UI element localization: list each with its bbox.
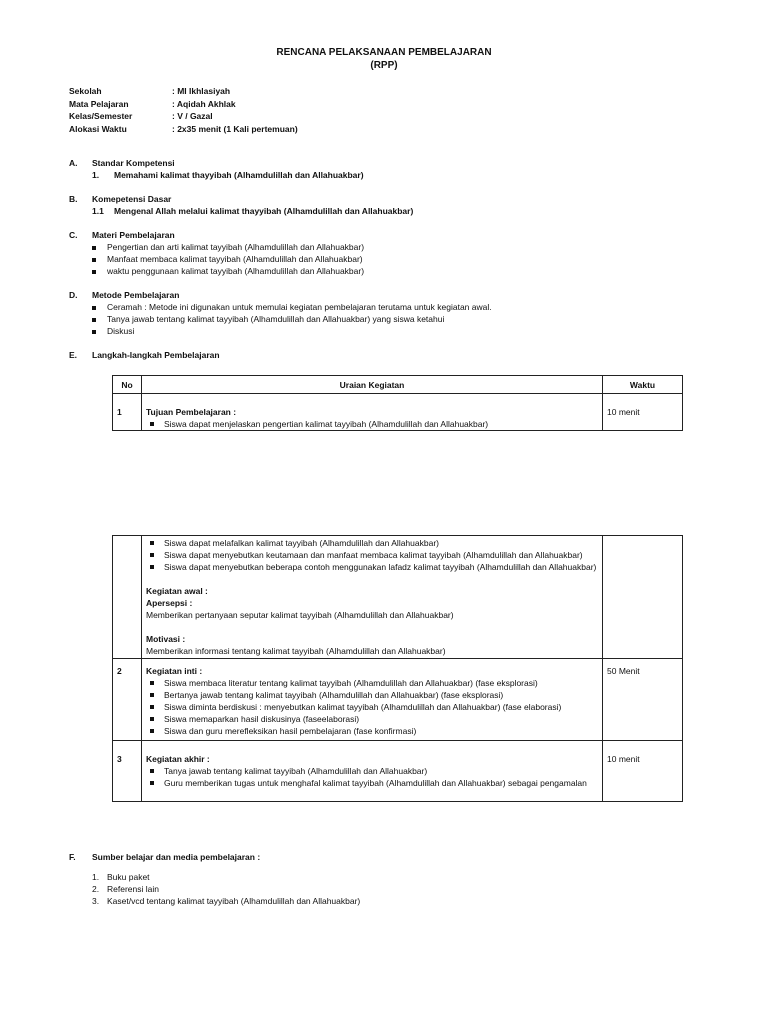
table-row (113, 659, 683, 741)
section-title: Komepetensi Dasar (92, 194, 172, 204)
list-item-text: Kaset/vcd tentang kalimat tayyibah (Alhamdulillah dan Allahuakbar) (107, 896, 361, 906)
row-activity (142, 741, 603, 802)
row-activity (142, 659, 603, 741)
row-time (603, 536, 683, 659)
list-item-text: Tanya jawab tentang kalimat tayyibah (Alhamdulillah dan Allahuakbar) yang siswa ketahui (107, 314, 445, 324)
spacer (146, 621, 598, 633)
apersepsi-text: Memberikan pertanyaan seputar kalimat tayyibah (Alhamdulillah dan Allahuakbar) (146, 610, 454, 620)
row-time: 10 menit (603, 394, 683, 431)
list-item-text: Ceramah : Metode ini digunakan untuk memulai kegiatan pembelajaran terutama untuk kegiatan awal. (107, 302, 492, 312)
info-label: Sekolah (69, 86, 102, 96)
bullet-icon (92, 246, 96, 250)
section-letter: C. (69, 230, 78, 240)
item-number: 2. (92, 884, 100, 894)
activity-item: Siswa membaca literatur tentang kalimat tayyibah (Alhamdulillah dan Allahuakbar) (fase eksplorasi) (146, 677, 598, 689)
section-title: Langkah-langkah Pembelajaran (92, 350, 220, 360)
row-activity (142, 536, 603, 659)
activity-item: Bertanya jawab tentang kalimat tayyibah (Alhamdulillah dan Allahuakbar) (fase eksplorasi) (146, 689, 598, 701)
info-label: Alokasi Waktu (69, 123, 127, 134)
activity-item: Tanya jawab tentang kalimat tayyibah (Alhamdulillah dan Allahuakbar) (146, 765, 598, 777)
row-number (113, 536, 142, 659)
section-letter: B. (69, 194, 78, 204)
apersepsi-label: Apersepsi : (146, 598, 193, 608)
activity-item: Siswa dapat menyebutkan beberapa contoh menggunakan lafadz kalimat tayyibah (Alhamdulillah dan Allahuakbar) (146, 561, 598, 573)
kegiatan-akhir-label: Kegiatan akhir : (146, 754, 210, 764)
header-no: No (113, 376, 142, 394)
info-label: Mata Pelajaran (69, 98, 129, 109)
kegiatan-inti-label: Kegiatan inti : (146, 666, 203, 676)
row-activity (142, 394, 603, 431)
kegiatan-awal-label: Kegiatan awal : (146, 586, 208, 596)
info-value: : MI Ikhlasiyah (172, 86, 231, 96)
motivasi-label: Motivasi : (146, 634, 186, 644)
header-uraian: Uraian Kegiatan (142, 376, 603, 394)
activity-label: Tujuan Pembelajaran : (146, 407, 237, 417)
section-title: Metode Pembelajaran (92, 290, 180, 300)
activity-table-part2 (112, 535, 683, 802)
row-number: 2 (113, 659, 142, 741)
section-title: Materi Pembelajaran (92, 230, 175, 240)
spacer (146, 573, 598, 585)
section-letter: A. (69, 158, 78, 168)
row-time: 10 menit (603, 741, 683, 802)
activity-table-part1 (112, 375, 683, 431)
item-text: Mengenal Allah melalui kalimat thayyibah (Alhamdulillah dan Allahuakbar) (114, 206, 414, 216)
info-value: : Aqidah Akhlak (172, 98, 236, 109)
bullet-icon (92, 306, 96, 310)
activity-item: Siswa memaparkan hasil diskusinya (faseelaborasi) (146, 713, 598, 725)
table-row (113, 536, 683, 659)
info-label: Kelas/Semester (69, 111, 133, 121)
section-letter: E. (69, 350, 78, 360)
list-item-text: Pengertian dan arti kalimat tayyibah (Alhamdulillah dan Allahuakbar) (107, 242, 365, 252)
item-number: 3. (92, 896, 100, 906)
list-item-text: Referensi lain (107, 884, 159, 894)
table-header-row (113, 376, 683, 394)
row-number: 3 (113, 741, 142, 802)
section-title: Standar Kompetensi (92, 158, 175, 168)
list-item-text: Diskusi (107, 326, 135, 336)
section-title: Sumber belajar dan media pembelajaran : (92, 852, 261, 862)
table-row (113, 394, 683, 431)
document-title: RENCANA PELAKSANAAN PEMBELAJARAN (276, 47, 492, 58)
activity-item: Siswa dapat melafalkan kalimat tayyibah (Alhamdulillah dan Allahuakbar) (146, 537, 598, 549)
list-item-text: waktu penggunaan kalimat tayyibah (Alhamdulillah dan Allahuakbar) (107, 266, 365, 276)
activity-item: Siswa dapat menjelaskan pengertian kalimat tayyibah (Alhamdulillah dan Allahuakbar) (146, 418, 598, 430)
section-letter: F. (69, 852, 76, 862)
activity-item: Siswa dapat menyebutkan keutamaan dan manfaat membaca kalimat tayyibah (Alhamdulillah dan Allahuakbar) (146, 549, 598, 561)
list-item-text: Buku paket (107, 872, 150, 882)
bullet-icon (92, 258, 96, 262)
activity-item: Guru memberikan tugas untuk menghafal kalimat tayyibah (Alhamdulillah dan Allahuakbar) sebagai pengamalan (146, 777, 598, 789)
item-text: Memahami kalimat thayyibah (Alhamdulillah dan Allahuakbar) (114, 170, 364, 180)
row-time: 50 Menit (603, 659, 683, 741)
item-number: 1.1 (92, 206, 104, 216)
list-item-text: Manfaat membaca kalimat tayyibah (Alhamdulillah dan Allahuakbar) (107, 254, 363, 264)
bullet-icon (92, 330, 96, 334)
activity-item: Siswa diminta berdiskusi : menyebutkan kalimat tayyibah (Alhamdulillah dan Allahuakbar) (fase elaborasi) (146, 701, 598, 713)
item-number: 1. (92, 170, 100, 180)
item-number: 1. (92, 872, 100, 882)
info-value: : 2x35 menit (1 Kali pertemuan) (172, 123, 298, 134)
header-waktu: Waktu (603, 376, 683, 394)
activity-item: Siswa dan guru merefleksikan hasil pembelajaran (fase konfirmasi) (146, 725, 598, 737)
section-letter: D. (69, 290, 78, 300)
info-value: : V / Gazal (172, 111, 213, 121)
document-subtitle: (RPP) (370, 60, 398, 71)
bullet-icon (92, 270, 96, 274)
table-row (113, 741, 683, 802)
bullet-icon (92, 318, 96, 322)
row-number: 1 (113, 394, 142, 431)
motivasi-text: Memberikan informasi tentang kalimat tayyibah (Alhamdulillah dan Allahuakbar) (146, 646, 446, 656)
